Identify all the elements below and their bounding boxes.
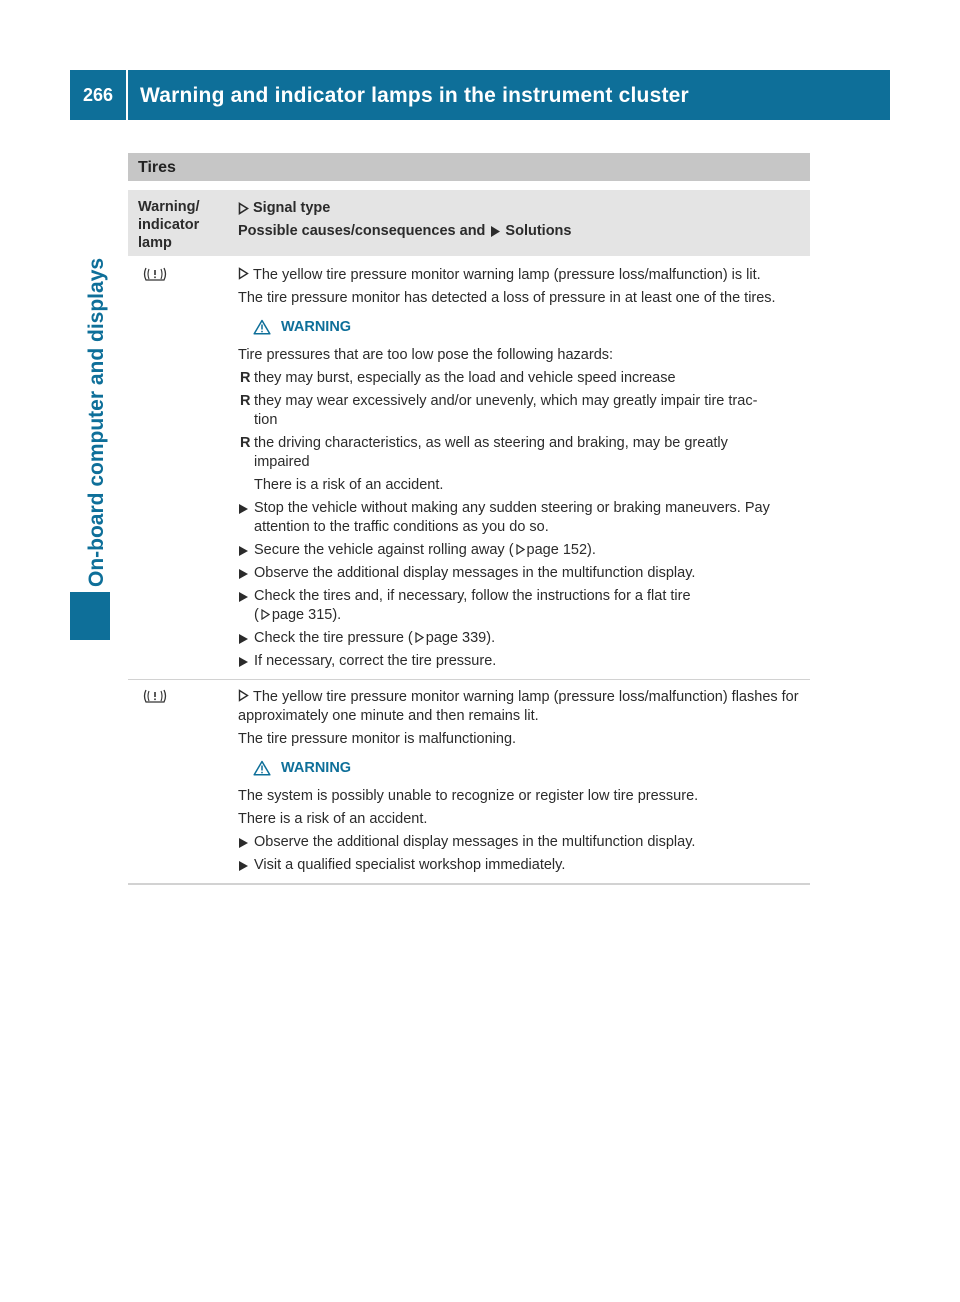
action-text: Observe the additional display messages in the multifunction display.: [254, 565, 696, 581]
signal-type-icon: [238, 202, 249, 215]
page-reference-link[interactable]: page 152: [526, 542, 588, 558]
side-tab-label: On-board computer and displays: [85, 257, 108, 587]
tire-pressure-warning-icon: [138, 688, 172, 704]
solution-arrow-icon: [490, 225, 501, 238]
list-item: [238, 369, 804, 388]
list-item: [238, 434, 804, 472]
bullet-text: they may wear excessively and/or unevenly, which may greatly impair tire trac- tion: [254, 393, 758, 428]
action-text: Visit a qualified specialist workshop immediately.: [254, 857, 566, 873]
action-arrow-icon: [239, 504, 248, 514]
action-text-tail: ).: [587, 542, 596, 558]
signal-type-icon: [238, 689, 249, 702]
tire-pressure-warning-icon: [138, 266, 172, 282]
bullet-text: they may burst, especially as the load and vehicle speed increase: [254, 370, 676, 386]
section-title: Tires: [138, 158, 176, 176]
risk-text: There is a risk of an accident.: [254, 477, 444, 493]
action-item: [238, 499, 804, 537]
action-arrow-icon: [239, 838, 248, 848]
table-row: [128, 680, 810, 885]
action-arrow-icon: [239, 569, 248, 579]
cause-text: The tire pressure monitor has detected a loss of pressure in at least one of the tires.: [238, 290, 776, 306]
column-header-causes: [238, 221, 802, 241]
list-item: [238, 392, 804, 430]
column-header-signal: [238, 198, 802, 218]
column-header-description: [238, 198, 802, 244]
page-header: [70, 70, 890, 120]
warning-heading: [253, 317, 804, 337]
page-number: 266: [70, 70, 128, 120]
side-tab-marker: [70, 592, 110, 640]
page-ref-icon: [415, 632, 424, 643]
action-text-tail: ).: [486, 630, 496, 646]
column-header-lamp: [138, 198, 228, 252]
warning-heading: [253, 758, 804, 778]
table-row: [128, 264, 810, 680]
action-item: [238, 629, 804, 648]
action-item: [238, 833, 804, 852]
warning-triangle-icon: [253, 319, 271, 335]
action-item: [238, 652, 804, 671]
action-arrow-icon: [239, 657, 248, 667]
signal-type-label: Signal type: [253, 199, 331, 216]
action-item: [238, 856, 804, 875]
chapter-title: Warning and indicator lamps in the instrument cluster: [140, 83, 689, 107]
warning-label: WARNING: [281, 759, 352, 776]
signal-text: The yellow tire pressure monitor warning lamp (pressure loss/malfunction) flashes for approximately one minute and then remains lit.: [238, 689, 799, 724]
column-header-lamp-line2: indicator: [138, 217, 200, 233]
row-content: [238, 266, 804, 675]
section-title-bar: [128, 153, 810, 181]
solutions-label: Solutions: [505, 222, 572, 239]
page-ref-icon: [516, 544, 525, 555]
action-item: Check the tires and, if necessary, follow the instructions for a flat tire ( page 315).: [238, 587, 804, 625]
action-item: [238, 564, 804, 583]
risk-text: There is a risk of an accident.: [238, 811, 428, 827]
page-ref-icon: [261, 609, 270, 620]
action-arrow-icon: [239, 592, 248, 602]
action-text: Stop the vehicle without making any sudden steering or braking maneuvers. Pay attention to the traffic conditions as you do so.: [254, 500, 770, 535]
signal-description: [238, 688, 804, 726]
signal-text: The yellow tire pressure monitor warning lamp (pressure loss/malfunction) is lit.: [253, 267, 761, 283]
action-text: Check the tires and, if necessary, follow the instructions for a flat tire: [254, 588, 691, 604]
bullet-text: the driving characteristics, as well as steering and braking, may be greatly impaired: [254, 435, 728, 470]
action-arrow-icon: [239, 546, 248, 556]
warning-triangle-icon: [253, 760, 271, 776]
warning-label: WARNING: [281, 318, 352, 335]
cause-text: The tire pressure monitor is malfunctioning.: [238, 731, 517, 747]
action-text-tail: ).: [332, 607, 342, 623]
table-header: [128, 190, 810, 256]
bullet-icon: R: [240, 370, 251, 386]
action-text: Check the tire pressure (: [254, 630, 413, 646]
bullet-icon: R: [240, 393, 251, 409]
signal-description: [238, 266, 804, 285]
warning-intro: Tire pressures that are too low pose the following hazards:: [238, 347, 614, 363]
signal-type-icon: [238, 267, 249, 280]
column-header-lamp-line1: Warning/: [138, 199, 200, 215]
causes-label: Possible causes/consequences and: [238, 222, 486, 239]
page-reference-link[interactable]: page 339: [425, 630, 487, 646]
action-item: [238, 541, 804, 560]
row-content: [238, 688, 804, 879]
action-arrow-icon: [239, 861, 248, 871]
column-header-lamp-line3: lamp: [138, 235, 172, 251]
action-arrow-icon: [239, 634, 248, 644]
action-text: Observe the additional display messages in the multifunction display.: [254, 834, 696, 850]
action-text: Secure the vehicle against rolling away (: [254, 542, 514, 558]
page-reference-link[interactable]: page 315: [271, 607, 333, 623]
warning-text: The system is possibly unable to recognize or register low tire pressure.: [238, 788, 699, 804]
bullet-icon: R: [240, 435, 251, 451]
action-text: If necessary, correct the tire pressure.: [254, 653, 497, 669]
